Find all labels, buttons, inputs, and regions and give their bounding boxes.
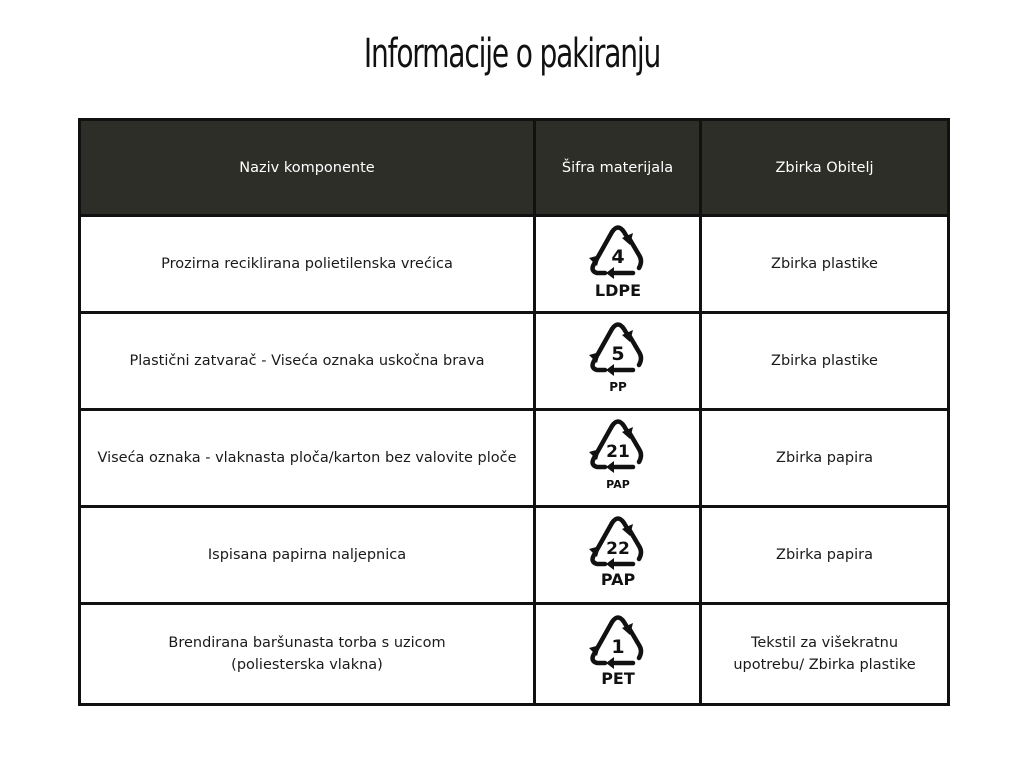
collection-cell: Zbirka plastike [701, 313, 949, 410]
recycle-pap-21-icon [583, 418, 653, 498]
header-component-name: Naziv komponente [80, 120, 535, 216]
table-row [80, 507, 949, 604]
material-code-cell [535, 216, 701, 313]
collection-cell: Tekstil za višekratnu upotrebu/ Zbirka plastike [701, 604, 949, 705]
table-row [80, 410, 949, 507]
table-header-row [80, 120, 949, 216]
header-material-code: Šifra materijala [535, 120, 701, 216]
material-code-cell [535, 604, 701, 705]
header-collection-family: Zbirka Obitelj [701, 120, 949, 216]
material-code-label: PET [600, 669, 635, 688]
material-code-label: PP [608, 380, 627, 394]
material-code-cell [535, 313, 701, 410]
material-code-cell [535, 507, 701, 604]
material-code-number: 5 [610, 343, 625, 365]
material-code-number: 1 [610, 636, 625, 658]
material-code-number: 4 [610, 246, 625, 268]
collection-cell: Zbirka papira [701, 410, 949, 507]
recycle-pap-22-icon [583, 515, 653, 595]
component-name-cell: Prozirna reciklirana polietilenska vrećica [80, 216, 535, 313]
material-code-label: PAP [600, 570, 635, 589]
recycle-pet-1-icon [583, 614, 653, 694]
component-name-cell: Plastični zatvarač - Viseća oznaka uskočna brava [80, 313, 535, 410]
material-code-cell [535, 410, 701, 507]
material-code-label: LDPE [594, 281, 641, 300]
material-code-label: PAP [605, 478, 630, 491]
table-row [80, 216, 949, 313]
table-body [80, 216, 949, 705]
table-row [80, 313, 949, 410]
table-row [80, 604, 949, 705]
recycle-pp-5-icon [583, 321, 653, 401]
collection-cell: Zbirka papira [701, 507, 949, 604]
packaging-table [78, 118, 950, 706]
component-name-cell: Viseća oznaka - vlaknasta ploča/karton bez valovite ploče [80, 410, 535, 507]
collection-cell: Zbirka plastike [701, 216, 949, 313]
component-name-cell: Ispisana papirna naljepnica [80, 507, 535, 604]
material-code-number: 22 [605, 539, 630, 559]
page-title: Informacije o pakiranju [363, 31, 661, 77]
recycle-ldpe-4-icon [583, 224, 653, 304]
component-name-cell: Brendirana baršunasta torba s uzicom (poliesterska vlakna) [80, 604, 535, 705]
material-code-number: 21 [605, 442, 630, 462]
